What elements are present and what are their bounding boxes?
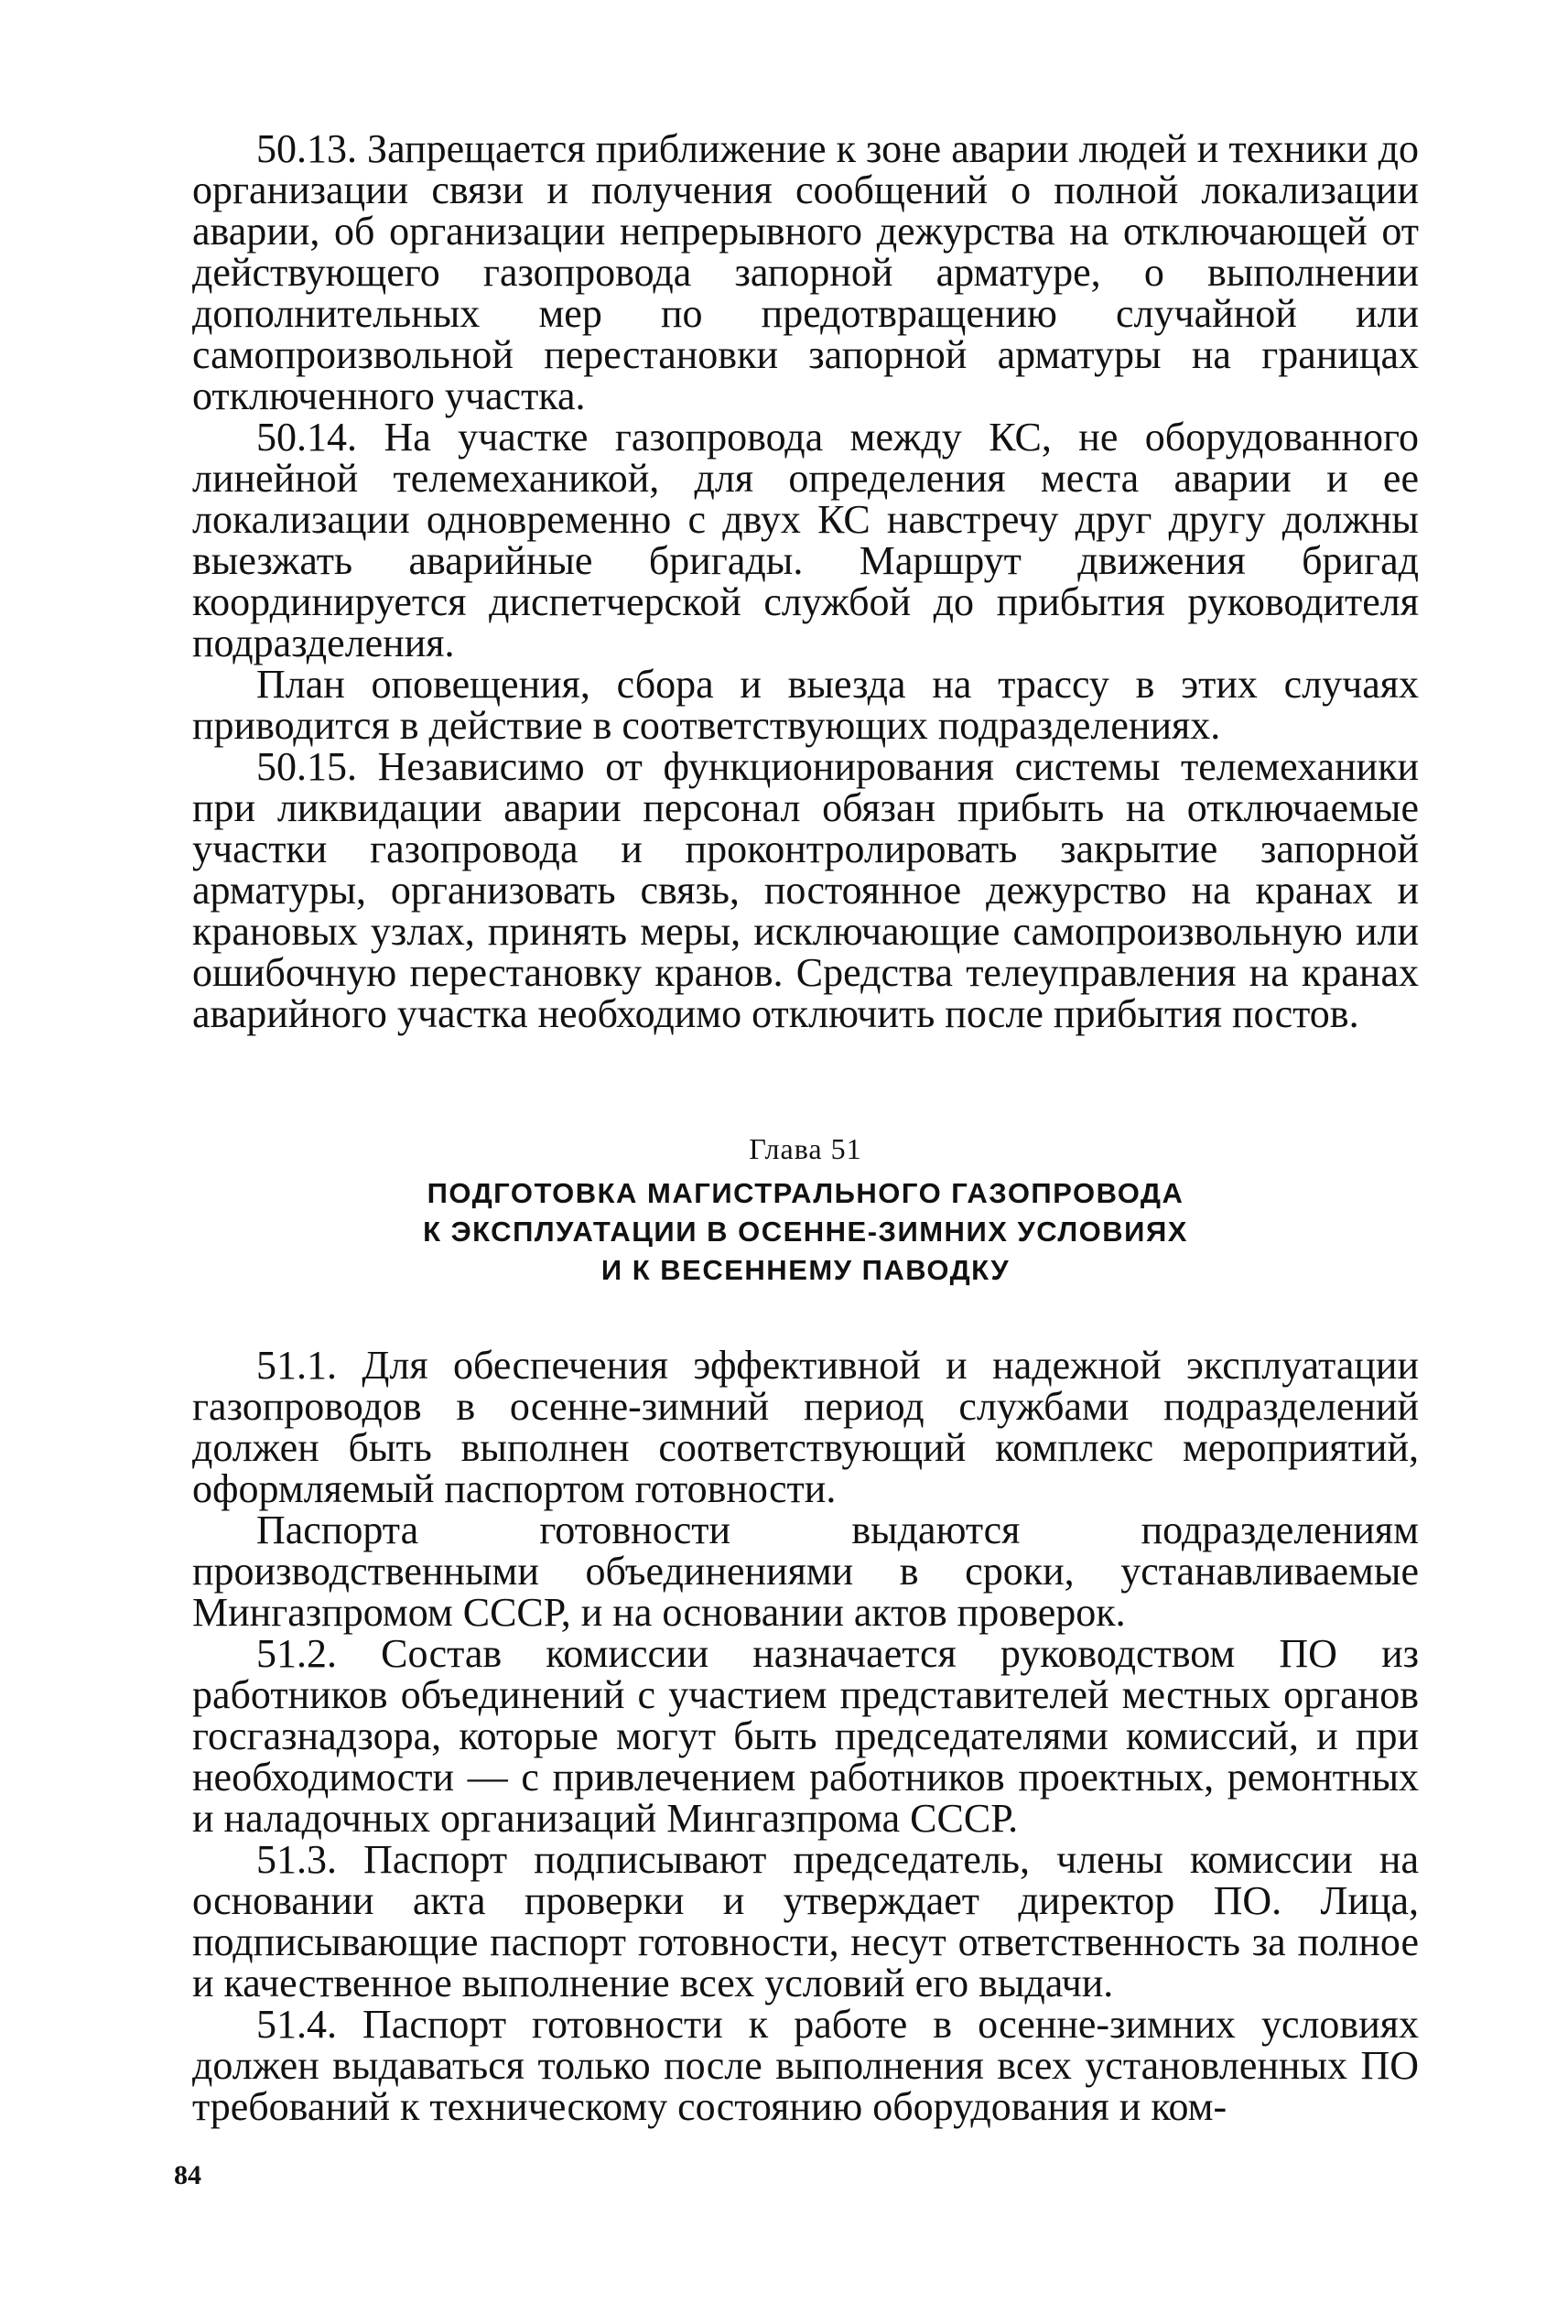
chapter-label: Глава 51 bbox=[749, 1132, 862, 1165]
paragraph-51-1: 51.1. Для обеспечения эффективной и надежной эксплуатации газопроводов в осенне-зимний период службами подразделений должен быть выполнен соответствующий комплекс мероприятий, оформляемый паспортом готовности. bbox=[192, 1343, 1419, 1511]
paragraph-alert-plan: План оповещения, сбора и выезда на трассу в этих случаях приводится в действие в соответствующих подразделениях. bbox=[192, 662, 1419, 748]
paragraph-50-13: 50.13. Запрещается приближение к зоне аварии людей и техники до организации связи и получения сообщений о полной локализации аварии, об организации непрерывного дежурства на отключающей от действующего газопровода запорной арматуре, о выполнении дополнительных мер по предотвращению случайной или самопроизвольной перестановки запорной арматуры на границах отключенного участка. bbox=[192, 126, 1419, 418]
paragraph-50-14: 50.14. На участке газопровода между КС, не оборудованного линейной телемеханикой, для определения места аварии и ее локализации одновременно с двух КС навстречу друг другу должны выезжать аварийные бригады. Маршрут движения бригад координируется диспетчерской службой до прибытия руководителя подразделения. bbox=[192, 415, 1419, 665]
paragraph-passports: Паспорта готовности выдаются подразделениям производственными объединениями в сроки, устанавливаемые Мингазпромом СССР, и на основании актов проверок. bbox=[192, 1508, 1419, 1635]
section-51 bbox=[192, 1345, 1419, 2127]
paragraph-51-2: 51.2. Состав комиссии назначается руководством ПО из работников объединений с участием представителей местных органов госгазнадзора, которые могут быть председателями комиссий, и при необходимости — с привлечением работников проектных, ремонтных и наладочных организаций Мингазпрома СССР. bbox=[192, 1631, 1419, 1841]
chapter-heading bbox=[192, 1130, 1419, 1290]
page-number: 84 bbox=[174, 2160, 201, 2190]
chapter-title bbox=[192, 1174, 1419, 1290]
document-page bbox=[192, 128, 1419, 2127]
paragraph-51-4: 51.4. Паспорт готовности к работе в осенне-зимних условиях должен выдаваться только после выполнения всех установленных ПО требований к техническому состоянию оборудования и ком- bbox=[192, 2002, 1419, 2129]
chapter-title-line: И К ВЕСЕННЕМУ ПАВОДКУ bbox=[600, 1254, 1011, 1286]
section-50 bbox=[192, 128, 1419, 1034]
paragraph-51-3: 51.3. Паспорт подписывают председатель, члены комиссии на основании акта проверки и утверждает директор ПО. Лица, подписывающие паспорт готовности, несут ответственность за полное и качественное выполнение всех условий его выдачи. bbox=[192, 1837, 1419, 2005]
chapter-title-line: ПОДГОТОВКА МАГИСТРАЛЬНОГО ГАЗОПРОВОДА bbox=[427, 1177, 1184, 1209]
chapter-title-line: К ЭКСПЛУАТАЦИИ В ОСЕННЕ-ЗИМНИХ УСЛОВИЯХ bbox=[423, 1216, 1188, 1248]
paragraph-50-15: 50.15. Независимо от функционирования системы телемеханики при ликвидации аварии персонал обязан прибыть на отключаемые участки газопровода и проконтролировать закрытие запорной арматуры, организовать связь, постоянное дежурство на кранах и крановых узлах, принять меры, исключающие самопроизвольную или ошибочную перестановку кранов. Средства телеуправления на кранах аварийного участка необходимо отключить после прибытия постов. bbox=[192, 744, 1419, 1036]
